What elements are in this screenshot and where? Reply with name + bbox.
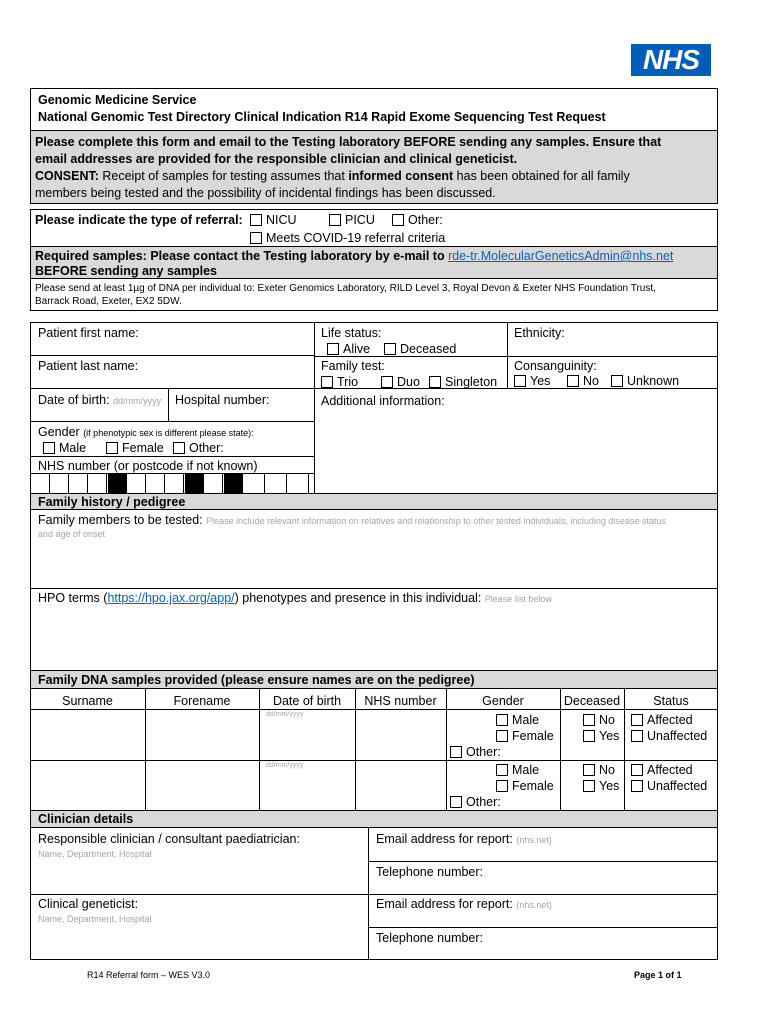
- col-forename: Forename: [173, 694, 231, 708]
- sample-1-unaffected[interactable]: [631, 728, 707, 744]
- sample-2-unaffected[interactable]: [631, 778, 707, 794]
- sample-1-female-checkbox[interactable]: [496, 730, 508, 742]
- referral-nicu[interactable]: [250, 212, 297, 228]
- sample-1-nhs-input[interactable]: [356, 710, 446, 760]
- sample-1-female-label: Female: [512, 729, 554, 743]
- consent-text-b: has been obtained for all family: [453, 169, 630, 183]
- clinician-heading: Clinician details: [38, 812, 134, 826]
- send-address-line-1: Please send at least 1µg of DNA per individual to: Exeter Genomics Laboratory, RILD Level 3, Royal Devon & Exeter NHS Foundation Trust,: [35, 283, 656, 294]
- sample-2-female-checkbox[interactable]: [496, 780, 508, 792]
- sample-2-deceased-no[interactable]: [583, 762, 615, 778]
- service-title: Genomic Medicine Service: [38, 93, 197, 107]
- sample-2-no-checkbox[interactable]: [583, 764, 595, 776]
- hpo-hint[interactable]: Please list below: [484, 594, 552, 604]
- sample-2-forename-input[interactable]: [146, 761, 259, 810]
- family-members-hint[interactable]: Please include relevant information on relatives and relationship to other tested individuals, including disease status: [206, 516, 666, 526]
- duo-label: Duo: [397, 375, 420, 389]
- nicu-label: NICU: [266, 213, 297, 227]
- sample-2-other[interactable]: [450, 794, 501, 810]
- consanguinity-no-checkbox[interactable]: [567, 375, 579, 387]
- col-deceased: Deceased: [563, 694, 621, 708]
- sample-2-male[interactable]: [496, 762, 539, 778]
- sample-1-other[interactable]: [450, 744, 501, 760]
- consanguinity-yes[interactable]: [514, 373, 550, 389]
- other-referral-checkbox[interactable]: [392, 214, 404, 226]
- patient-male-label: Male: [59, 441, 87, 455]
- consent-line: [35, 168, 630, 184]
- patient-last-name-label: Patient last name:: [38, 359, 139, 373]
- clinical-geneticist-label: Clinical geneticist:: [38, 897, 139, 911]
- picu-label: PICU: [345, 213, 375, 227]
- required-samples-text: Required samples: Please contact the Testing laboratory by e-mail to: [35, 249, 449, 263]
- sample-2-deceased-yes[interactable]: [583, 778, 619, 794]
- responsible-clinician-hint[interactable]: Name, Department, Hospital: [38, 849, 152, 859]
- gender-label: [38, 424, 254, 441]
- report-email-label-1: Email address for report:: [376, 832, 513, 846]
- sample-2-unaffected-checkbox[interactable]: [631, 780, 643, 792]
- patient-gender-other[interactable]: [173, 440, 224, 456]
- sample-1-unaffected-label: Unaffected: [647, 729, 708, 743]
- other-referral-label: Other:: [408, 213, 443, 227]
- sample-1-yes-checkbox[interactable]: [583, 730, 595, 742]
- referral-other[interactable]: [392, 212, 443, 228]
- dob-label: [38, 392, 161, 409]
- sample-2-yes-label: Yes: [599, 779, 620, 793]
- sample-2-other-checkbox[interactable]: [450, 796, 462, 808]
- col-surname: Surname: [62, 694, 113, 708]
- sample-1-female[interactable]: [496, 728, 554, 744]
- sample-2-female[interactable]: [496, 778, 554, 794]
- sample-2-yes-checkbox[interactable]: [583, 780, 595, 792]
- alive-checkbox[interactable]: [327, 343, 339, 355]
- consanguinity-no[interactable]: [567, 373, 599, 389]
- referral-type-label: Please indicate the type of referral:: [35, 213, 243, 227]
- patient-female-label: Female: [122, 441, 164, 455]
- additional-info-label: Additional information:: [321, 394, 445, 408]
- required-samples-line: [35, 248, 673, 264]
- patient-first-name-label: Patient first name:: [38, 326, 139, 340]
- footer-page: Page 1 of 1: [634, 970, 682, 980]
- life-status-alive[interactable]: [327, 341, 370, 357]
- trio-checkbox[interactable]: [321, 376, 333, 388]
- report-email-line-2: [376, 896, 552, 913]
- sample-1-no-label: No: [599, 713, 615, 727]
- responsible-clinician-label: Responsible clinician / consultant paediatrician:: [38, 832, 300, 846]
- family-members-label: Family members to be tested:: [38, 513, 203, 527]
- clinical-geneticist-hint[interactable]: Name, Department, Hospital: [38, 914, 152, 924]
- hpo-text-b: ) phenotypes and presence in this individual:: [234, 591, 482, 605]
- consanguinity-yes-checkbox[interactable]: [514, 375, 526, 387]
- telephone-label-1: Telephone number:: [376, 865, 484, 879]
- family-test-duo[interactable]: [381, 374, 420, 390]
- patient-gender-female[interactable]: [106, 440, 164, 456]
- hpo-text-a: HPO terms (: [38, 591, 108, 605]
- nhs-number-label: NHS number (or postcode if not known): [38, 459, 258, 473]
- nicu-checkbox[interactable]: [250, 214, 262, 226]
- dob-label-text: Date of birth:: [38, 393, 110, 407]
- sample-2-male-label: Male: [512, 763, 540, 777]
- sample-2-surname-input[interactable]: [31, 761, 145, 810]
- sample-1-other-label: Other:: [466, 745, 501, 759]
- sample-1-yes-label: Yes: [599, 729, 620, 743]
- sample-2-affected-label: Affected: [647, 763, 693, 777]
- consanguinity-unknown-label: Unknown: [627, 374, 680, 388]
- family-test-label: Family test:: [321, 359, 385, 373]
- duo-checkbox[interactable]: [381, 376, 393, 388]
- sample-2-female-label: Female: [512, 779, 554, 793]
- sample-1-forename-input[interactable]: [146, 710, 259, 760]
- singleton-checkbox[interactable]: [429, 376, 441, 388]
- sample-1-other-checkbox[interactable]: [450, 746, 462, 758]
- dob-hint[interactable]: dd/mm/yyyy: [113, 396, 162, 406]
- patient-male-checkbox[interactable]: [43, 442, 55, 454]
- patient-other-checkbox[interactable]: [173, 442, 185, 454]
- picu-checkbox[interactable]: [329, 214, 341, 226]
- dna-samples-heading: Family DNA samples provided (please ensure names are on the pedigree): [38, 673, 475, 687]
- col-dob: Date of birth: [272, 694, 342, 708]
- col-gender: Gender: [482, 694, 524, 708]
- col-nhs-number: NHS number: [364, 694, 437, 708]
- telephone-input-2[interactable]: [490, 928, 716, 959]
- col-status: Status: [653, 694, 689, 708]
- sample-2-other-label: Other:: [466, 795, 501, 809]
- family-test-trio[interactable]: [321, 374, 358, 390]
- instruction-line-4: members being tested and the possibility of incidental findings has been discussed.: [35, 186, 496, 200]
- instruction-line-2: email addresses are provided for the responsible clinician and clinical geneticist.: [35, 152, 518, 166]
- family-members-hint-2: and age of onset: [38, 529, 106, 539]
- referral-covid[interactable]: [250, 230, 445, 246]
- ethnicity-label: Ethnicity:: [514, 326, 565, 340]
- trio-label: Trio: [337, 375, 359, 389]
- sample-1-unaffected-checkbox[interactable]: [631, 730, 643, 742]
- sample-1-no-checkbox[interactable]: [583, 714, 595, 726]
- gender-label-text: Gender: [38, 425, 80, 439]
- telephone-label-2: Telephone number:: [376, 931, 484, 945]
- sample-1-male[interactable]: [496, 712, 539, 728]
- sample-2-dob-hint[interactable]: dd/mm/yyyy: [266, 762, 304, 769]
- life-status-label: Life status:: [321, 326, 382, 340]
- instruction-line-1: Please complete this form and email to the Testing laboratory BEFORE sending any samples. Ensure that: [35, 135, 662, 149]
- alive-label: Alive: [343, 342, 371, 356]
- consanguinity-yes-label: Yes: [530, 374, 551, 388]
- covid-label: Meets COVID-19 referral criteria: [266, 231, 446, 245]
- family-test-singleton[interactable]: [429, 374, 497, 390]
- sample-2-male-checkbox[interactable]: [496, 764, 508, 776]
- patient-first-name-input[interactable]: [150, 324, 310, 354]
- patient-other-label: Other:: [189, 441, 224, 455]
- form-title: National Genomic Test Directory Clinical Indication R14 Rapid Exome Sequencing Test Request: [38, 110, 606, 124]
- consanguinity-no-label: No: [583, 374, 599, 388]
- nhs-number-field[interactable]: [31, 474, 315, 493]
- consent-bold: informed consent: [348, 169, 454, 183]
- report-email-hint-1[interactable]: (nhs.net): [516, 835, 552, 845]
- report-email-line-1: [376, 831, 552, 848]
- hospital-number-label: Hospital number:: [175, 393, 270, 407]
- sample-2-nhs-input[interactable]: [356, 761, 446, 810]
- footer-version: R14 Referral form – WES V3.0: [87, 970, 211, 980]
- sample-1-deceased-yes[interactable]: [583, 728, 619, 744]
- covid-checkbox[interactable]: [250, 232, 262, 244]
- sample-1-affected-label: Affected: [647, 713, 693, 727]
- sample-1-male-label: Male: [512, 713, 540, 727]
- required-samples-before: BEFORE sending any samples: [35, 264, 217, 278]
- sample-1-affected[interactable]: [631, 712, 693, 728]
- life-status-deceased[interactable]: [384, 341, 456, 357]
- sample-2-no-label: No: [599, 763, 615, 777]
- singleton-label: Singleton: [445, 375, 498, 389]
- sample-2-affected-checkbox[interactable]: [631, 764, 643, 776]
- patient-female-checkbox[interactable]: [106, 442, 118, 454]
- consent-label: CONSENT:: [35, 169, 99, 183]
- deceased-checkbox[interactable]: [384, 343, 396, 355]
- lab-email-link[interactable]: rde-tr.MolecularGeneticsAdmin@nhs.net: [448, 249, 674, 263]
- deceased-label: Deceased: [400, 342, 457, 356]
- consanguinity-unknown[interactable]: [611, 373, 679, 389]
- send-address-line-2: Barrack Road, Exeter, EX2 5DW.: [35, 296, 182, 307]
- sample-1-male-checkbox[interactable]: [496, 714, 508, 726]
- report-email-hint-2[interactable]: (nhs.net): [516, 900, 552, 910]
- referral-picu[interactable]: [329, 212, 375, 228]
- sample-1-surname-input[interactable]: [31, 710, 145, 760]
- telephone-input-1[interactable]: [490, 862, 716, 893]
- gender-hint: (if phenotypic sex is different please state):: [83, 428, 254, 438]
- sample-1-dob-hint[interactable]: dd/mm/yyyy: [266, 711, 304, 718]
- patient-last-name-input[interactable]: [150, 357, 310, 387]
- sample-2-affected[interactable]: [631, 762, 693, 778]
- patient-gender-male[interactable]: [43, 440, 86, 456]
- consanguinity-unknown-checkbox[interactable]: [611, 375, 623, 387]
- sample-1-affected-checkbox[interactable]: [631, 714, 643, 726]
- report-email-label-2: Email address for report:: [376, 897, 513, 911]
- additional-info-input[interactable]: [316, 410, 716, 492]
- hpo-link[interactable]: https://hpo.jax.org/app/: [107, 591, 235, 605]
- nhs-logo: NHS: [631, 44, 711, 76]
- family-members-line: [38, 512, 666, 529]
- sample-2-unaffected-label: Unaffected: [647, 779, 708, 793]
- consanguinity-label: Consanguinity:: [514, 359, 597, 373]
- sample-1-deceased-no[interactable]: [583, 712, 615, 728]
- consent-text-a: Receipt of samples for testing assumes that: [98, 169, 349, 183]
- family-history-heading: Family history / pedigree: [38, 495, 186, 509]
- hpo-line: [38, 590, 552, 607]
